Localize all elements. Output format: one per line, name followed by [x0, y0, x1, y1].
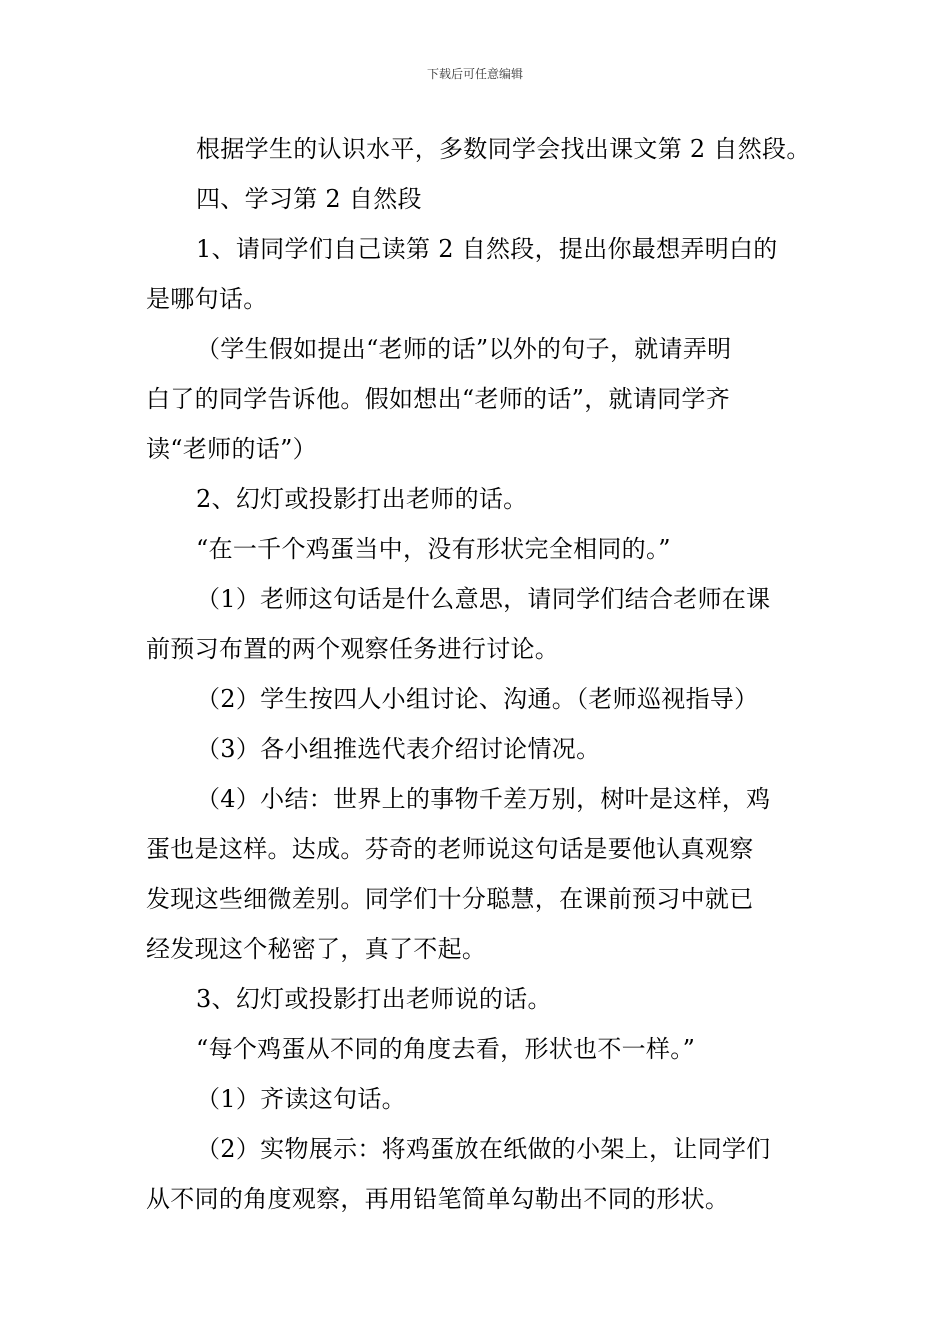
paragraph-line: 读“老师的话”）: [146, 435, 317, 463]
paragraph-line: 经发现这个秘密了，真了不起。: [146, 935, 487, 963]
paragraph-line: （1）老师这句话是什么意思，请同学们结合老师在课: [196, 585, 771, 613]
quote-line: “每个鸡蛋从不同的角度去看，形状也不一样。”: [196, 1035, 696, 1063]
paragraph-line: 1、请同学们自己读第 2 自然段，提出你最想弄明白的: [196, 235, 778, 263]
paragraph-line: 2、幻灯或投影打出老师的话。: [196, 485, 528, 513]
paragraph-line: （1）齐读这句话。: [196, 1085, 406, 1113]
paragraph-line: 从不同的角度观察，再用铅笔简单勾勒出不同的形状。: [146, 1185, 730, 1213]
paragraph-line: 根据学生的认识水平，多数同学会找出课文第 2 自然段。: [196, 135, 811, 163]
paragraph-line: 前预习布置的两个观察任务进行讨论。: [146, 635, 560, 663]
paragraph-line: （2）实物展示：将鸡蛋放在纸做的小架上，让同学们: [196, 1135, 771, 1163]
paragraph-line: 3、幻灯或投影打出老师说的话。: [196, 985, 552, 1013]
paragraph-line: （2）学生按四人小组讨论、沟通。（老师巡视指导）: [196, 685, 759, 713]
paragraph-line: 是哪句话。: [146, 285, 268, 313]
quote-line: “在一千个鸡蛋当中，没有形状完全相同的。”: [196, 535, 671, 563]
paragraph-line: 蛋也是这样。达成。芬奇的老师说这句话是要他认真观察: [146, 835, 754, 863]
section-heading: 四、学习第 2 自然段: [196, 185, 422, 213]
page-header: 下载后可任意编辑: [426, 67, 523, 81]
paragraph-line: 白了的同学告诉他。假如想出“老师的话”，就请同学齐: [146, 385, 731, 413]
paragraph-line: （3）各小组推选代表介绍讨论情况。: [196, 735, 601, 763]
paragraph-line: （学生假如提出“老师的话”以外的句子，就请弄明: [196, 335, 732, 363]
paragraph-line: （4）小结：世界上的事物千差万别，树叶是这样，鸡: [196, 785, 771, 813]
paragraph-line: 发现这些细微差别。同学们十分聪慧，在课前预习中就已: [146, 885, 754, 913]
